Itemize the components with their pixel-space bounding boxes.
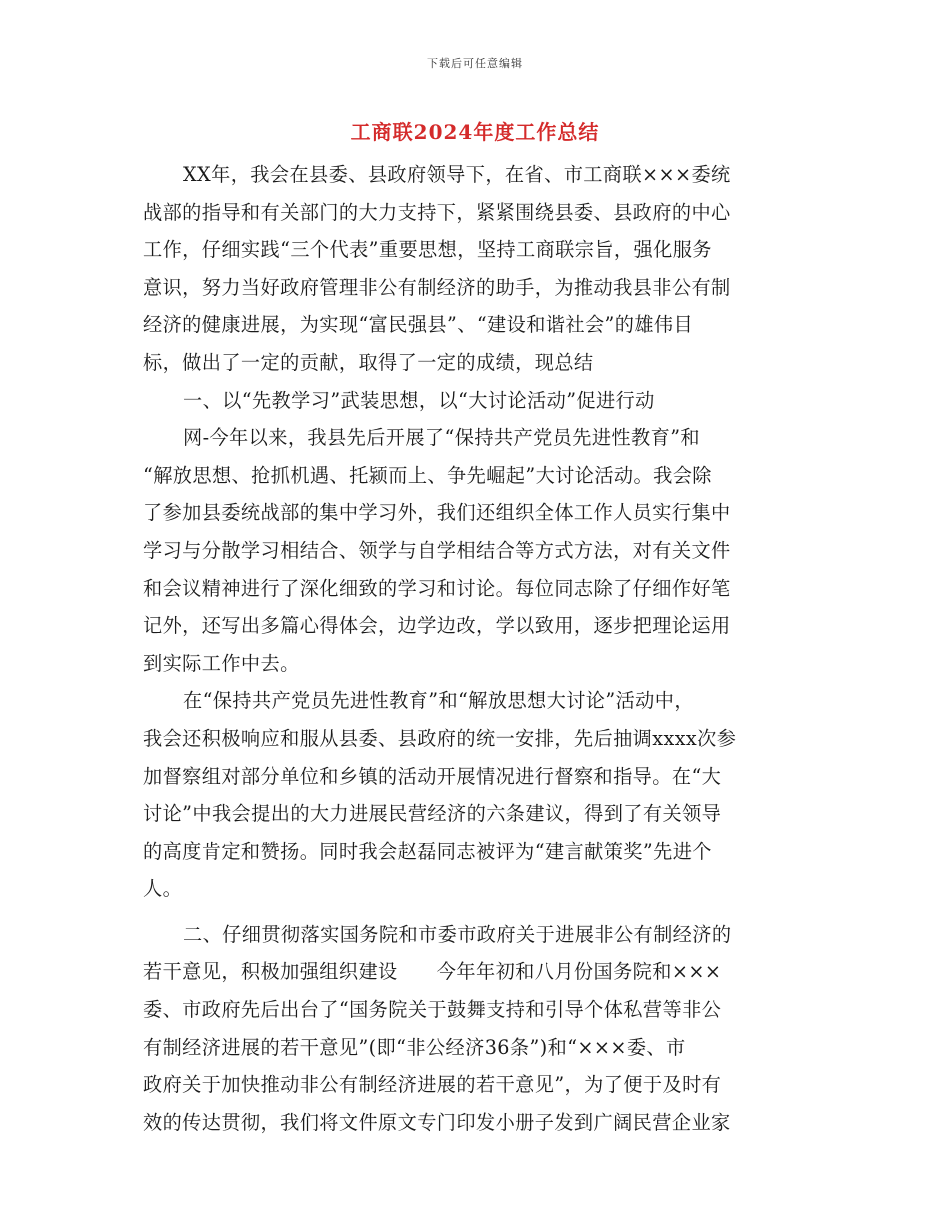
body-line: 记外，还写出多篇心得体会，边学边改，学以致用，逐步把理论运用 [143, 614, 731, 638]
document-title: 工商联2024年度工作总结 [350, 120, 600, 144]
body-line: 战部的指导和有关部门的大力支持下，紧紧围绕县委、县政府的中心 [143, 200, 731, 224]
body-line: 在“保持共产党员先进性教育”和“解放思想大讨论”活动中， [183, 689, 694, 713]
section-heading: 一、以“先教学习”武装思想，以“大讨论活动”促进行动 [183, 388, 655, 412]
section-heading: 二、仔细贯彻落实国务院和市委市政府关于进展非公有制经济的 [183, 922, 732, 946]
header-note: 下载后可任意编辑 [427, 57, 523, 70]
body-line: 学习与分散学习相结合、领学与自学相结合等方式方法，对有关文件 [143, 538, 731, 562]
body-line: 标，做出了一定的贡献，取得了一定的成绩，现总结 [143, 350, 594, 374]
body-line: 的高度肯定和赞扬。同时我会赵磊同志被评为“建言献策奖”先进个 [143, 839, 712, 863]
body-line: 意识，努力当好政府管理非公有制经济的助手，为推动我县非公有制 [143, 275, 731, 299]
body-line: 委、市政府先后出台了“国务院关于鼓舞支持和引导个体私营等非公 [143, 998, 722, 1022]
body-line: 若干意见，积极加强组织建设 今年年初和八月份国务院和××× [143, 960, 722, 984]
body-line: 工作，仔细实践“三个代表”重要思想，坚持工商联宗旨，强化服务 [143, 238, 712, 262]
body-line: 有制经济进展的若干意见”(即“非公经济36条”)和“×××委、市 [143, 1035, 686, 1059]
body-line: “解放思想、抢抓机遇、托颍而上、争先崛起”大讨论活动。我会除 [143, 463, 712, 487]
body-line: XX年，我会在县委、县政府领导下，在省、市工商联×××委统 [183, 163, 731, 186]
body-line: 经济的健康进展，为实现“富民强县”、“建设和谐社会”的雄伟目 [143, 313, 694, 337]
body-line: 网-今年以来，我县先后开展了“保持共产党员先进性教育”和 [183, 426, 700, 450]
body-line: 了参加县委统战部的集中学习外，我们还组织全体工作人员实行集中 [143, 501, 731, 525]
body-line: 人。 [143, 877, 183, 901]
body-line: 讨论”中我会提出的大力进展民营经济的六条建议，得到了有关领导 [143, 802, 722, 826]
document-body [143, 156, 808, 1141]
body-line: 效的传达贯彻，我们将文件原文专门印发小册子发到广阔民营企业家 [143, 1110, 731, 1134]
body-line: 政府关于加快推动非公有制经济进展的若干意见”，为了便于及时有 [143, 1073, 722, 1097]
body-line: 和会议精神进行了深化细致的学习和讨论。每位同志除了仔细作好笔 [143, 576, 731, 600]
body-line: 加督察组对部分单位和乡镇的活动开展情况进行督察和指导。在“大 [143, 764, 722, 788]
body-line: 我会还积极响应和服从县委、县政府的统一安排，先后抽调xxxx次参 [143, 726, 737, 750]
body-line: 到实际工作中去。 [143, 651, 300, 675]
